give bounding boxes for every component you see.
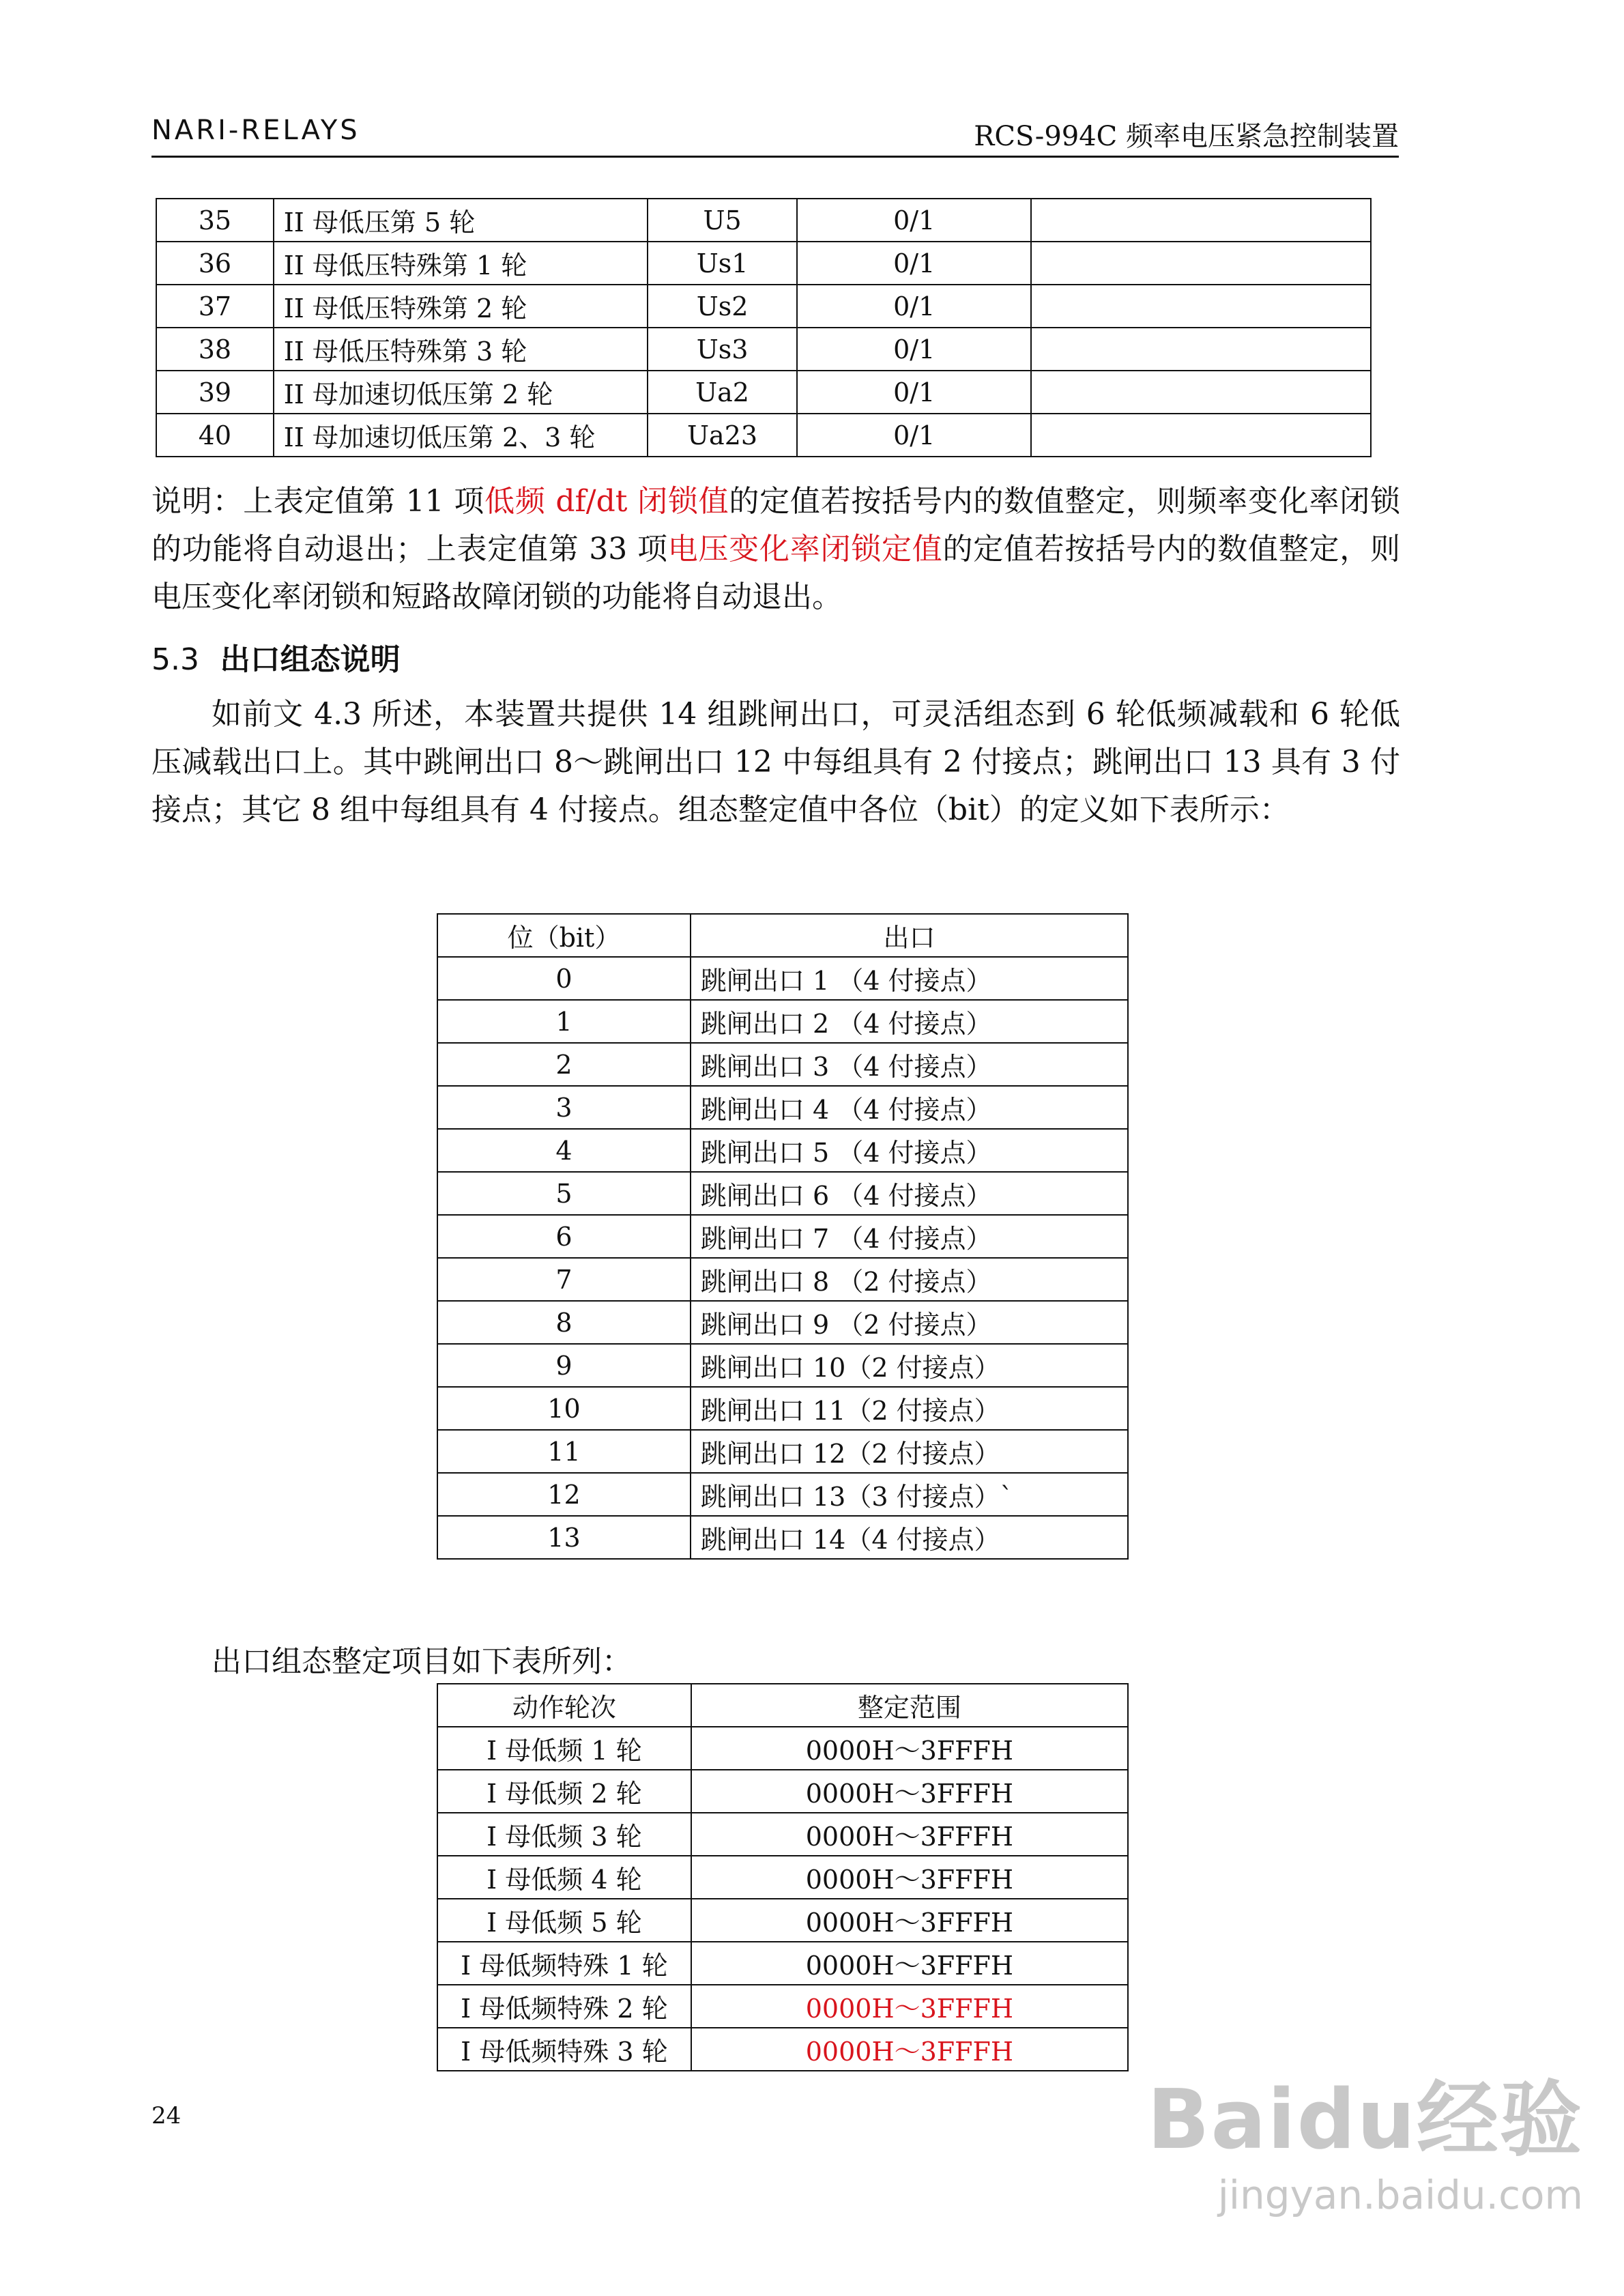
row-range: 0/1 — [797, 285, 1030, 328]
row-number: 38 — [156, 328, 274, 371]
table3-caption: 出口组态整定项目如下表所列： — [212, 1644, 632, 1679]
table-row — [437, 1043, 1128, 1086]
output-cell: 跳闸出口 12（2 付接点） — [691, 1430, 1128, 1473]
table-row — [437, 1813, 1128, 1856]
bit-definition-table — [437, 913, 1129, 1560]
row-range: 0/1 — [797, 242, 1030, 285]
row-code: Ua23 — [648, 414, 798, 457]
note-paragraph — [151, 478, 1400, 621]
range-cell-highlighted: 0000H～3FFFH — [691, 2028, 1128, 2071]
round-cell: I 母低频 2 轮 — [437, 1770, 691, 1813]
bit-cell: 11 — [437, 1430, 691, 1473]
header-title: RCS-994C 频率电压紧急控制装置 — [974, 121, 1399, 152]
intro-paragraph: 如前文 4.3 所述，本装置共提供 14 组跳闸出口，可灵活组态到 6 轮低频减载和 6 轮低压减载出口上。其中跳闸出口 8～跳闸出口 12 中每组具有 2 付接点；跳闸出口 13 具有 3 付接点；其它 8 组中每组具有 4 付接点。组态整定值中各位（bit）的定义如下表所示： — [151, 697, 1400, 827]
row-name: II 母低压特殊第 3 轮 — [274, 328, 648, 371]
row-code: Ua2 — [648, 371, 798, 414]
table-row — [437, 1516, 1128, 1559]
range-cell: 0000H～3FFFH — [691, 1856, 1128, 1899]
section-title: 出口组态说明 — [220, 642, 401, 677]
range-cell: 0000H～3FFFH — [691, 1727, 1128, 1770]
output-cell: 跳闸出口 3 （4 付接点） — [691, 1043, 1128, 1086]
table-row — [437, 1172, 1128, 1215]
settings-table — [156, 198, 1372, 457]
table-row — [437, 1344, 1128, 1387]
row-name: II 母加速切低压第 2 轮 — [274, 371, 648, 414]
table-row — [156, 242, 1371, 285]
output-cell: 跳闸出口 2 （4 付接点） — [691, 1000, 1128, 1043]
output-cell: 跳闸出口 7 （4 付接点） — [691, 1215, 1128, 1258]
row-note — [1031, 371, 1371, 414]
output-cell: 跳闸出口 8 （2 付接点） — [691, 1258, 1128, 1301]
table-header-row — [437, 1684, 1128, 1727]
table-row — [437, 1727, 1128, 1770]
table-row — [437, 1129, 1128, 1172]
output-cell: 跳闸出口 9 （2 付接点） — [691, 1301, 1128, 1344]
output-cell: 跳闸出口 14（4 付接点） — [691, 1516, 1128, 1559]
table-row — [156, 371, 1371, 414]
table-row — [437, 1430, 1128, 1473]
row-note — [1031, 242, 1371, 285]
table-row — [437, 1258, 1128, 1301]
round-cell: I 母低频 1 轮 — [437, 1727, 691, 1770]
range-cell: 0000H～3FFFH — [691, 1899, 1128, 1942]
bit-cell: 2 — [437, 1043, 691, 1086]
section-number: 5.3 — [151, 642, 199, 677]
row-note — [1031, 328, 1371, 371]
table-row — [156, 328, 1371, 371]
header-round: 动作轮次 — [437, 1684, 691, 1727]
row-number: 40 — [156, 414, 274, 457]
bit-cell: 5 — [437, 1172, 691, 1215]
table-row — [437, 1000, 1128, 1043]
page-number: 24 — [151, 2102, 182, 2129]
row-range: 0/1 — [797, 328, 1030, 371]
round-cell: I 母低频 4 轮 — [437, 1856, 691, 1899]
round-cell: I 母低频特殊 3 轮 — [437, 2028, 691, 2071]
setting-range-table — [437, 1683, 1129, 2071]
note-text-3: 的定值若按括号内的数值整定，则电压变化率闭锁和短路故障闭锁的功能将自动退出。 — [151, 532, 1401, 614]
round-cell: I 母低频 3 轮 — [437, 1813, 691, 1856]
output-cell: 跳闸出口 4 （4 付接点） — [691, 1086, 1128, 1129]
table-row — [437, 1770, 1128, 1813]
watermark — [1147, 2054, 1583, 2218]
round-cell: I 母低频特殊 2 轮 — [437, 1985, 691, 2028]
row-code: Us2 — [648, 285, 798, 328]
output-cell: 跳闸出口 13（3 付接点）` — [691, 1473, 1128, 1516]
table-row — [437, 1086, 1128, 1129]
output-cell: 跳闸出口 6 （4 付接点） — [691, 1172, 1128, 1215]
watermark-logo-text: Baidu经验 — [1147, 2073, 1583, 2168]
row-name: II 母低压特殊第 1 轮 — [274, 242, 648, 285]
bit-cell: 6 — [437, 1215, 691, 1258]
bit-cell: 13 — [437, 1516, 691, 1559]
bit-cell: 3 — [437, 1086, 691, 1129]
row-range: 0/1 — [797, 371, 1030, 414]
bit-cell: 9 — [437, 1344, 691, 1387]
table-row — [437, 1473, 1128, 1516]
output-cell: 跳闸出口 1 （4 付接点） — [691, 957, 1128, 1000]
note-highlight-2: 电压变化率闭锁定值 — [667, 532, 943, 566]
row-number: 37 — [156, 285, 274, 328]
output-cell: 跳闸出口 10（2 付接点） — [691, 1344, 1128, 1387]
table-row — [156, 414, 1371, 457]
header-range: 整定范围 — [691, 1684, 1128, 1727]
table-row — [437, 1215, 1128, 1258]
table-row — [437, 2028, 1128, 2071]
bit-cell: 1 — [437, 1000, 691, 1043]
table-row — [156, 199, 1371, 242]
row-range: 0/1 — [797, 199, 1030, 242]
header-bit: 位（bit） — [437, 914, 691, 957]
row-name: II 母加速切低压第 2、3 轮 — [274, 414, 648, 457]
bit-cell: 7 — [437, 1258, 691, 1301]
table-row — [437, 1301, 1128, 1344]
output-cell: 跳闸出口 5 （4 付接点） — [691, 1129, 1128, 1172]
bit-cell: 0 — [437, 957, 691, 1000]
header-rule — [151, 156, 1399, 158]
output-cell: 跳闸出口 11（2 付接点） — [691, 1387, 1128, 1430]
table-header-row — [437, 914, 1128, 957]
row-number: 39 — [156, 371, 274, 414]
round-cell: I 母低频特殊 1 轮 — [437, 1942, 691, 1985]
table-row — [437, 1985, 1128, 2028]
range-cell: 0000H～3FFFH — [691, 1942, 1128, 1985]
row-note — [1031, 414, 1371, 457]
section-heading — [151, 635, 401, 678]
row-name: II 母低压特殊第 2 轮 — [274, 285, 648, 328]
table-row — [437, 1942, 1128, 1985]
row-name: II 母低压第 5 轮 — [274, 199, 648, 242]
row-note — [1031, 285, 1371, 328]
table-row — [437, 1899, 1128, 1942]
note-text-1: 说明：上表定值第 11 项 — [151, 484, 485, 519]
row-range: 0/1 — [797, 414, 1030, 457]
row-number: 35 — [156, 199, 274, 242]
table-row — [437, 1856, 1128, 1899]
range-cell: 0000H～3FFFH — [691, 1813, 1128, 1856]
table-row — [437, 957, 1128, 1000]
bit-cell: 8 — [437, 1301, 691, 1344]
bit-cell: 12 — [437, 1473, 691, 1516]
table-row — [156, 285, 1371, 328]
row-note — [1031, 199, 1371, 242]
note-text-2: 的定值若按括号内的数值整定，则频率变化率闭锁的功能将自动退出；上表定值第 33 项 — [151, 484, 1400, 566]
row-code: U5 — [648, 199, 798, 242]
bit-cell: 4 — [437, 1129, 691, 1172]
row-number: 36 — [156, 242, 274, 285]
range-cell-highlighted: 0000H～3FFFH — [691, 1985, 1128, 2028]
bit-cell: 10 — [437, 1387, 691, 1430]
row-code: Us1 — [648, 242, 798, 285]
table-row — [437, 1387, 1128, 1430]
header-brand: NARI-RELAYS — [151, 115, 360, 146]
round-cell: I 母低频 5 轮 — [437, 1899, 691, 1942]
range-cell: 0000H～3FFFH — [691, 1770, 1128, 1813]
note-highlight-1: 低频 df/dt 闭锁值 — [484, 484, 729, 519]
watermark-url: jingyan.baidu.com — [1217, 2172, 1583, 2218]
header-output: 出口 — [691, 914, 1128, 957]
row-code: Us3 — [648, 328, 798, 371]
